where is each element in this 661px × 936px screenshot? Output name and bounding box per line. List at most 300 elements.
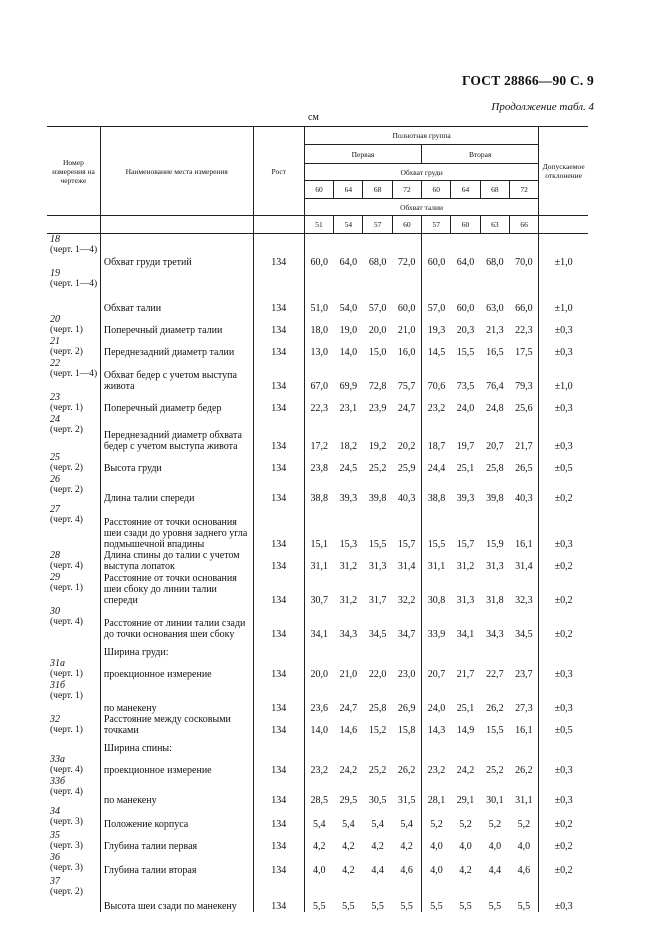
- row-value: 34,3: [486, 628, 504, 640]
- row-value: 28,5: [310, 794, 329, 806]
- row-value: 25,1: [456, 462, 475, 474]
- row-rost: 134: [253, 336, 304, 358]
- row-rost: 134: [253, 504, 304, 550]
- row-value: 24,7: [339, 702, 358, 714]
- row-value: 16,0: [392, 336, 421, 358]
- row-value: 25,6: [509, 392, 538, 414]
- header-group-second: Вторая: [422, 145, 539, 164]
- row-number: [47, 754, 100, 776]
- row-name: Расстояние от точки основания шеи сзади до уровня заднего угла подмышечной впадины: [100, 504, 253, 550]
- row-value: 23,2: [427, 402, 446, 414]
- row-value: 40,3: [509, 474, 538, 504]
- row-value: [422, 736, 451, 754]
- row-value: [334, 640, 363, 658]
- row-value: 51,0: [310, 302, 329, 314]
- row-value: 21,3: [486, 324, 504, 336]
- row-tolerance: ±0,2: [554, 628, 573, 640]
- row-tolerance: [539, 640, 588, 658]
- row-name: Обхват талии: [100, 268, 253, 314]
- table-row: [47, 736, 588, 754]
- row-value: 23,1: [339, 402, 358, 414]
- row-drawing-ref: (черт. 1): [50, 724, 83, 735]
- row-name: Глубина талии вторая: [100, 852, 253, 876]
- row-tolerance: ±0,3: [554, 440, 573, 452]
- row-value: 23,7: [509, 658, 538, 680]
- waist-value: 54: [334, 216, 363, 234]
- row-rost: 134: [253, 852, 304, 876]
- row-number: [47, 452, 100, 474]
- row-tolerance: ±0,3: [554, 538, 573, 550]
- row-value: 79,3: [509, 358, 538, 392]
- row-number-value: 37: [50, 875, 60, 887]
- row-value: 28,1: [427, 794, 446, 806]
- row-value: 32,2: [392, 572, 421, 606]
- chest-value: 72: [392, 181, 421, 199]
- header-spacer: [539, 216, 588, 234]
- row-value: 4,2: [459, 864, 472, 876]
- row-value: 69,9: [339, 380, 358, 392]
- table-row: [47, 830, 588, 852]
- row-value: 60,0: [310, 256, 329, 268]
- row-rost: 134: [253, 358, 304, 392]
- row-tolerance: ±0,3: [554, 764, 573, 776]
- chest-value: 72: [509, 181, 538, 199]
- row-name: Переднезадний диаметр обхвата бедер с учетом выступа живота: [100, 414, 253, 452]
- header-group-first: Первая: [304, 145, 421, 164]
- row-number: [47, 336, 100, 358]
- row-value: 5,2: [459, 818, 472, 830]
- row-name: Переднезадний диаметр талии: [100, 336, 253, 358]
- row-rost: 134: [253, 268, 304, 314]
- row-value: 25,8: [486, 462, 504, 474]
- row-tolerance: ±1,0: [554, 256, 573, 268]
- header-spacer: [47, 216, 100, 234]
- row-value: 68,0: [486, 256, 504, 268]
- row-name: Положение корпуса: [100, 806, 253, 830]
- row-number: [47, 830, 100, 852]
- row-value: 14,6: [339, 724, 358, 736]
- row-number-value: 18: [50, 234, 60, 245]
- row-rost: [253, 640, 304, 658]
- table-row: [47, 392, 588, 414]
- row-value: 25,2: [368, 764, 387, 776]
- row-value: 39,3: [456, 492, 475, 504]
- row-value: 24,0: [456, 402, 475, 414]
- header-spacer: [253, 216, 304, 234]
- chest-value: 64: [451, 181, 480, 199]
- row-value: 31,2: [456, 560, 475, 572]
- row-value: 30,8: [427, 594, 446, 606]
- table-row: [47, 452, 588, 474]
- row-value: 66,0: [509, 268, 538, 314]
- row-name: Расстояние от линии талии сзади до точки основания шеи сбоку: [100, 606, 253, 640]
- row-value: 24,0: [427, 702, 446, 714]
- row-number: [47, 680, 100, 714]
- row-value: 18,7: [427, 440, 446, 452]
- continuation-label: Продолжение табл. 4: [491, 101, 594, 113]
- row-rost: 134: [253, 474, 304, 504]
- row-value: 30,1: [486, 794, 504, 806]
- table-row: [47, 474, 588, 504]
- row-value: 20,7: [427, 668, 446, 680]
- row-value: 5,4: [392, 806, 421, 830]
- row-value: 57,0: [427, 302, 446, 314]
- row-number: [47, 358, 100, 392]
- row-value: 4,6: [509, 852, 538, 876]
- page-header: ГОСТ 28866—90 С. 9: [461, 73, 594, 88]
- waist-value: 60: [392, 216, 421, 234]
- row-rost: 134: [253, 680, 304, 714]
- row-value: 30,5: [368, 794, 387, 806]
- row-value: 22,0: [368, 668, 387, 680]
- row-number: [47, 474, 100, 504]
- waist-value: 57: [422, 216, 451, 234]
- row-value: [480, 640, 509, 658]
- row-tolerance: ±0,3: [554, 900, 573, 912]
- row-value: [363, 640, 392, 658]
- row-value: 25,8: [368, 702, 387, 714]
- row-value: 4,4: [371, 864, 384, 876]
- row-tolerance: ±0,3: [554, 324, 573, 336]
- row-number-value: 33а: [50, 753, 65, 765]
- header-fullness-group: Полнотная группа: [304, 127, 538, 145]
- row-drawing-ref: (черт. 2): [50, 346, 83, 357]
- row-value: 34,1: [310, 628, 329, 640]
- row-drawing-ref: (черт. 3): [50, 862, 83, 873]
- row-value: 34,5: [368, 628, 387, 640]
- row-tolerance: ±0,3: [554, 346, 573, 358]
- table-row: [47, 414, 588, 452]
- row-value: 20,2: [392, 414, 421, 452]
- row-value: 15,5: [368, 538, 387, 550]
- row-value: 23,2: [310, 764, 329, 776]
- row-number: [47, 414, 100, 452]
- row-rost: 134: [253, 754, 304, 776]
- row-value: 15,1: [310, 538, 329, 550]
- row-drawing-ref: (черт. 4): [50, 786, 83, 797]
- row-value: 31,4: [392, 550, 421, 572]
- row-value: 15,7: [392, 504, 421, 550]
- row-drawing-ref: (черт. 1): [50, 690, 83, 701]
- row-tolerance: ±0,2: [554, 594, 573, 606]
- row-value: 15,9: [486, 538, 504, 550]
- row-number: [47, 876, 100, 912]
- row-value: 19,7: [456, 440, 475, 452]
- row-value: 15,7: [456, 538, 475, 550]
- row-value: 60,0: [392, 268, 421, 314]
- row-value: 14,0: [310, 724, 329, 736]
- row-value: 70,6: [427, 380, 446, 392]
- row-value: 22,7: [486, 668, 504, 680]
- row-value: 31,7: [368, 594, 387, 606]
- row-value: [334, 736, 363, 754]
- row-drawing-ref: (черт. 3): [50, 840, 83, 851]
- row-name: Расстояние от точки основания шеи сбоку до линии талии спереди: [100, 572, 253, 606]
- row-value: 75,7: [392, 358, 421, 392]
- row-tolerance: ±0,3: [554, 794, 573, 806]
- header-chest: Обхват груди: [304, 164, 538, 181]
- row-name: Расстояние между сосковыми точками: [100, 714, 253, 736]
- waist-value: 60: [451, 216, 480, 234]
- table-row: [47, 754, 588, 776]
- row-name: Поперечный диаметр бедер: [100, 392, 253, 414]
- row-value: 20,7: [486, 440, 504, 452]
- row-value: 33,9: [427, 628, 446, 640]
- row-value: 4,6: [392, 852, 421, 876]
- row-value: 64,0: [339, 256, 358, 268]
- table-row: [47, 606, 588, 640]
- row-value: 25,1: [456, 702, 475, 714]
- row-value: 20,3: [456, 324, 475, 336]
- row-name: Длина талии спереди: [100, 474, 253, 504]
- row-tolerance: ±0,2: [554, 864, 573, 876]
- row-value: [392, 736, 421, 754]
- row-name: проекционное измерение: [100, 754, 253, 776]
- row-name: Поперечный диаметр талии: [100, 314, 253, 336]
- row-rost: 134: [253, 414, 304, 452]
- header-number: Номер измерения на чертеже: [47, 127, 100, 216]
- row-value: [509, 640, 538, 658]
- row-value: 31,3: [486, 560, 504, 572]
- chest-value: 64: [334, 181, 363, 199]
- waist-value: 57: [363, 216, 392, 234]
- row-value: 24,2: [339, 764, 358, 776]
- row-value: 26,2: [392, 754, 421, 776]
- row-number-value: 21: [50, 335, 60, 347]
- table-row: [47, 358, 588, 392]
- row-number: [47, 736, 100, 754]
- row-value: 18,0: [310, 324, 329, 336]
- row-number-value: 26: [50, 473, 60, 485]
- row-value: 5,5: [342, 900, 355, 912]
- row-value: 31,3: [456, 594, 475, 606]
- row-value: 21,0: [392, 314, 421, 336]
- row-drawing-ref: (черт. 4): [50, 514, 83, 525]
- table-row: [47, 876, 588, 912]
- row-value: 15,5: [427, 538, 446, 550]
- row-number-value: 31б: [50, 679, 66, 691]
- row-rost: [253, 736, 304, 754]
- row-drawing-ref: (черт. 4): [50, 764, 83, 775]
- row-value: 25,2: [486, 764, 504, 776]
- row-value: 5,2: [509, 806, 538, 830]
- row-value: 15,3: [339, 538, 358, 550]
- row-value: 22,3: [509, 314, 538, 336]
- row-value: 4,0: [459, 840, 472, 852]
- row-tolerance: ±0,5: [554, 724, 573, 736]
- row-value: 38,8: [310, 492, 329, 504]
- row-value: 23,8: [310, 462, 329, 474]
- row-value: 31,1: [310, 560, 329, 572]
- row-name: Глубина талии первая: [100, 830, 253, 852]
- table-row: [47, 640, 588, 658]
- row-value: 23,0: [392, 658, 421, 680]
- row-name: Высота груди: [100, 452, 253, 474]
- row-value: 14,9: [456, 724, 475, 736]
- header-tolerance: Допускаемое отклонение: [539, 127, 588, 216]
- row-number: [47, 806, 100, 830]
- row-value: 29,1: [456, 794, 475, 806]
- row-number: [47, 314, 100, 336]
- row-value: 19,2: [368, 440, 387, 452]
- row-value: 5,5: [371, 900, 384, 912]
- table-row: [47, 504, 588, 550]
- row-value: 16,1: [509, 714, 538, 736]
- row-value: 21,7: [456, 668, 475, 680]
- row-value: 5,5: [509, 876, 538, 912]
- row-drawing-ref: (черт. 4): [50, 560, 83, 571]
- row-number-value: 36: [50, 851, 60, 863]
- row-tolerance: ±0,3: [554, 702, 573, 714]
- row-value: 15,8: [392, 714, 421, 736]
- row-rost: 134: [253, 876, 304, 912]
- row-rost: 134: [253, 572, 304, 606]
- row-rost: 134: [253, 830, 304, 852]
- row-value: 20,0: [368, 324, 387, 336]
- row-value: 25,9: [392, 452, 421, 474]
- row-name: Ширина груди:: [100, 640, 253, 658]
- row-value: 15,5: [486, 724, 504, 736]
- row-number: [47, 572, 100, 606]
- row-number: [47, 714, 100, 736]
- row-value: 23,9: [368, 402, 387, 414]
- row-number-value: 35: [50, 829, 60, 841]
- row-number-value: 24: [50, 413, 60, 425]
- row-number: [47, 852, 100, 876]
- waist-value: 51: [304, 216, 333, 234]
- row-rost: 134: [253, 452, 304, 474]
- row-value: [451, 736, 480, 754]
- row-value: 68,0: [368, 256, 387, 268]
- row-value: 5,4: [371, 818, 384, 830]
- row-value: 60,0: [427, 256, 446, 268]
- table-row: [47, 714, 588, 736]
- row-tolerance: ±1,0: [554, 302, 573, 314]
- row-name: Ширина спины:: [100, 736, 253, 754]
- row-value: 21,7: [509, 414, 538, 452]
- row-value: 34,3: [339, 628, 358, 640]
- row-drawing-ref: (черт. 2): [50, 424, 83, 435]
- row-tolerance: ±0,2: [554, 840, 573, 852]
- row-value: 57,0: [368, 302, 387, 314]
- row-value: 29,5: [339, 794, 358, 806]
- row-value: 63,0: [486, 302, 504, 314]
- row-rost: 134: [253, 714, 304, 736]
- row-drawing-ref: (черт. 1—4): [50, 368, 98, 379]
- row-number-value: 28: [50, 549, 60, 561]
- row-number-value: 30: [50, 605, 60, 617]
- row-value: 23,6: [310, 702, 329, 714]
- row-value: 31,3: [368, 560, 387, 572]
- row-value: 14,0: [339, 346, 358, 358]
- header-spacer: [100, 216, 253, 234]
- table-row: [47, 658, 588, 680]
- row-value: 5,5: [313, 900, 326, 912]
- row-value: 34,1: [456, 628, 475, 640]
- row-drawing-ref: (черт. 4): [50, 616, 83, 627]
- row-name: по манекену: [100, 680, 253, 714]
- row-value: 72,8: [368, 380, 387, 392]
- row-number: [47, 606, 100, 640]
- row-value: 17,2: [310, 440, 329, 452]
- row-value: [422, 640, 451, 658]
- row-number-value: 20: [50, 313, 60, 325]
- row-value: 24,4: [427, 462, 446, 474]
- table-row: [47, 268, 588, 314]
- row-value: 34,5: [509, 606, 538, 640]
- waist-value: 66: [509, 216, 538, 234]
- row-value: 5,2: [488, 818, 502, 830]
- table-row: [47, 234, 588, 268]
- row-value: 24,5: [339, 462, 358, 474]
- chest-value: 68: [480, 181, 509, 199]
- table-row: [47, 852, 588, 876]
- row-value: 19,3: [427, 324, 446, 336]
- row-value: 5,2: [430, 818, 443, 830]
- row-value: 26,2: [486, 702, 504, 714]
- row-value: 23,2: [427, 764, 446, 776]
- row-value: 39,8: [368, 492, 387, 504]
- row-value: 34,7: [392, 606, 421, 640]
- chest-value: 60: [304, 181, 333, 199]
- row-value: 4,4: [488, 864, 502, 876]
- row-value: 64,0: [456, 256, 475, 268]
- row-value: 24,7: [392, 392, 421, 414]
- row-value: 54,0: [339, 302, 358, 314]
- header-name: Наименование места измерения: [100, 127, 253, 216]
- row-value: 15,5: [456, 346, 475, 358]
- row-value: [392, 640, 421, 658]
- table-row: [47, 336, 588, 358]
- row-value: 31,1: [427, 560, 446, 572]
- row-number: [47, 658, 100, 680]
- row-value: 16,1: [509, 504, 538, 550]
- row-value: 4,0: [430, 864, 443, 876]
- row-value: 32,3: [509, 572, 538, 606]
- row-value: [304, 640, 333, 658]
- row-value: 4,2: [313, 840, 326, 852]
- row-number-value: 22: [50, 357, 60, 369]
- row-value: 26,9: [392, 680, 421, 714]
- row-tolerance: ±0,2: [554, 818, 573, 830]
- row-number-value: 31а: [50, 657, 65, 669]
- row-value: 31,4: [509, 550, 538, 572]
- row-drawing-ref: (черт. 1): [50, 582, 83, 593]
- row-value: 4,2: [342, 840, 355, 852]
- row-number-value: 23: [50, 391, 60, 403]
- row-tolerance: ±0,2: [554, 492, 573, 504]
- row-number-value: 33б: [50, 775, 66, 787]
- row-value: 4,2: [371, 840, 384, 852]
- row-value: 30,7: [310, 594, 329, 606]
- row-number-value: 27: [50, 503, 60, 515]
- row-value: 14,5: [427, 346, 446, 358]
- row-number-value: 32: [50, 713, 60, 725]
- table-row: [47, 572, 588, 606]
- row-value: 60,0: [456, 302, 475, 314]
- row-name: по манекену: [100, 776, 253, 806]
- row-number: [47, 392, 100, 414]
- row-value: 38,8: [427, 492, 446, 504]
- row-value: 17,5: [509, 336, 538, 358]
- row-value: 26,2: [509, 754, 538, 776]
- row-value: 4,0: [488, 840, 502, 852]
- waist-value: 63: [480, 216, 509, 234]
- chest-value: 60: [422, 181, 451, 199]
- row-tolerance: ±0,5: [554, 462, 573, 474]
- row-name: Обхват груди третий: [100, 234, 253, 268]
- row-number: [47, 550, 100, 572]
